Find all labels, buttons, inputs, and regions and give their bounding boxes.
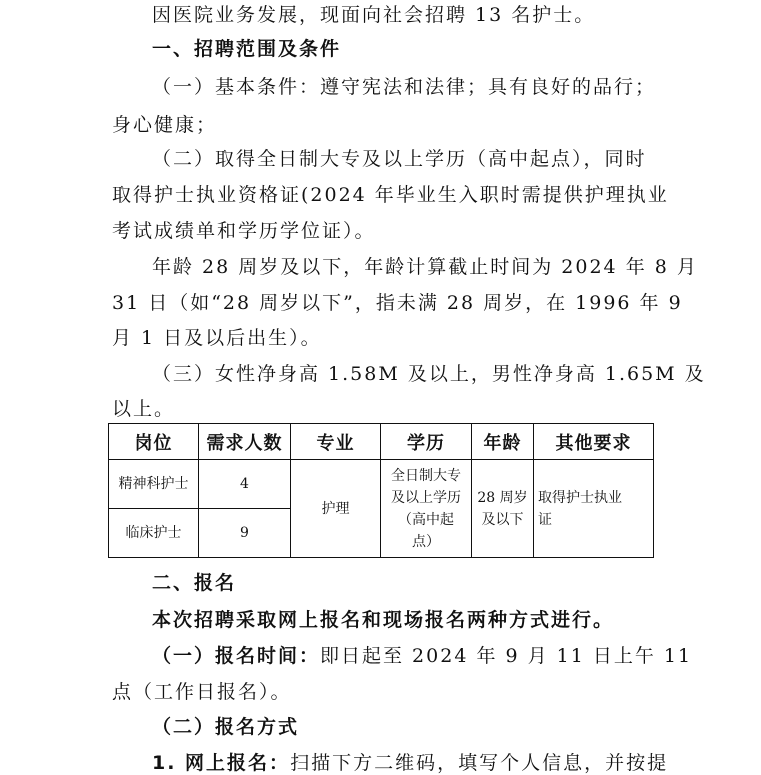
other-text: 取得护士执业	[538, 489, 622, 506]
education-text: 及以上学历	[391, 489, 461, 506]
intro-line: 因医院业务发展，现面向社会招聘 13 名护士。	[152, 4, 596, 26]
registration-time-text: 即日起至 2024 年 9 月 11 日上午 11	[320, 645, 693, 667]
section2-title: 二、报名	[152, 572, 237, 594]
condition2-line3: 考试成绩单和学历学位证）。	[112, 220, 376, 242]
cell-age	[472, 460, 534, 558]
education-text: 点）	[412, 533, 440, 550]
header-position: 岗位	[109, 424, 199, 460]
education-text: （高中起	[398, 511, 454, 528]
cell-major	[291, 460, 381, 558]
online-registration-line	[152, 751, 668, 775]
age-line1: 年龄 28 周岁及以下，年龄计算截止时间为 2024 年 8 月	[152, 256, 698, 278]
condition2-line2: 取得护士执业资格证(2024 年毕业生入职时需提供护理执业	[112, 184, 669, 206]
online-registration-text: 扫描下方二维码，填写个人信息，并按提	[290, 752, 669, 774]
header-other: 其他要求	[534, 424, 654, 460]
condition3-line2: 以上。	[112, 398, 176, 420]
table-header-row	[109, 424, 654, 460]
header-age: 年龄	[472, 424, 534, 460]
header-major: 专业	[291, 424, 381, 460]
condition2-line1: （二）取得全日制大专及以上学历（高中起点），同时	[152, 148, 647, 170]
age-text: 28 周岁	[477, 489, 528, 506]
registration-time-line2: 点（工作日报名）。	[112, 681, 292, 703]
header-count: 需求人数	[199, 424, 291, 460]
age-line3: 月 1 日及以后出生）。	[112, 327, 322, 349]
recruitment-table	[108, 423, 654, 558]
registration-time-line1	[152, 644, 692, 668]
other-text: 证	[538, 511, 552, 528]
condition3-line1: （三）女性净身高 1.58M 及以上，男性净身高 1.65M 及	[152, 363, 706, 385]
registration-method-title: （二）报名方式	[152, 716, 300, 738]
cell-education	[381, 460, 472, 558]
condition1-line2: 身心健康；	[112, 114, 218, 136]
header-education: 学历	[381, 424, 472, 460]
cell-count: 4	[199, 460, 291, 509]
age-text: 及以下	[481, 511, 524, 528]
registration-time-label: （一）报名时间：	[152, 645, 321, 667]
cell-position: 临床护士	[109, 509, 199, 558]
table-row	[109, 460, 654, 509]
cell-position: 精神科护士	[109, 460, 199, 509]
online-registration-label: 1. 网上报名：	[152, 752, 291, 774]
cell-other	[534, 460, 654, 558]
cell-count: 9	[199, 509, 291, 558]
section1-title: 一、招聘范围及条件	[152, 38, 342, 60]
age-line2: 31 日（如“28 周岁以下”，指未满 28 周岁，在 1996 年 9	[112, 292, 683, 314]
education-text: 全日制大专	[391, 467, 461, 484]
condition1-line1: （一）基本条件：遵守宪法和法律；具有良好的品行；	[152, 76, 657, 98]
major-text: 护理	[321, 500, 350, 517]
method-intro: 本次招聘采取网上报名和现场报名两种方式进行。	[152, 609, 615, 631]
